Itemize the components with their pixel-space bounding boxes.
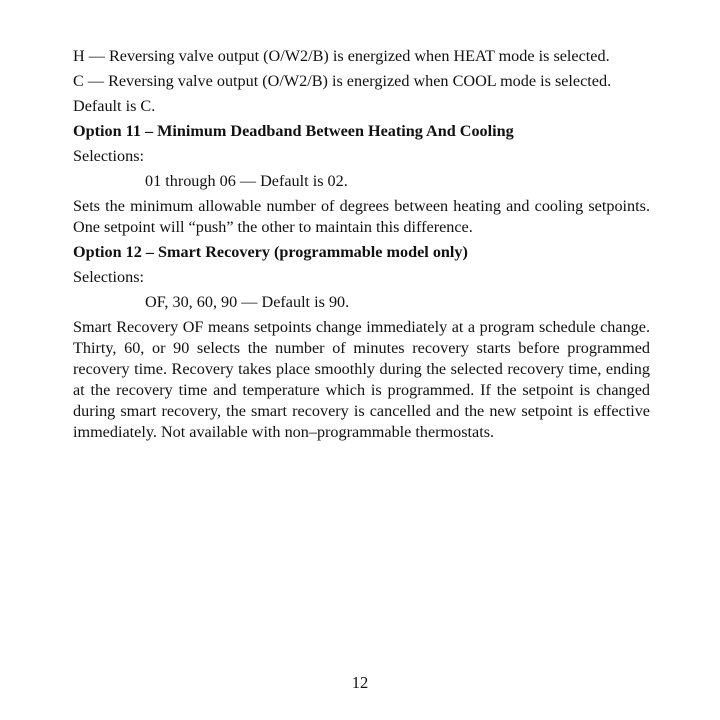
- page-number: 12: [351, 673, 369, 692]
- option-11-description: Sets the minimum allowable number of degrees between heating and cooling setpoints. One setpoint will “push” the other to maintain this difference.: [73, 197, 650, 236]
- option-12-description: Smart Recovery OF means setpoints change immediately at a program schedule change. Thirty, 60, or 90 selects the number of minutes recovery starts before programmed recovery time. Recovery takes place smoothly during the selected recovery time, ending at the recovery time and temperature which is programmed. If the setpoint is changed during smart recovery, the smart recovery is cancelled and the new setpoint is effective immediately. Not available with non–programmable thermostats.: [73, 318, 650, 441]
- reversing-valve-cool-text: C — Reversing valve output (O/W2/B) is energized when COOL mode is selected.: [73, 72, 612, 90]
- document-body: [73, 46, 650, 447]
- default-c-text: Default is C.: [73, 97, 156, 115]
- option-11-heading: Option 11 – Minimum Deadband Between Heating And Cooling: [73, 122, 514, 140]
- option-12-selections-value: OF, 30, 60, 90 — Default is 90.: [145, 293, 350, 311]
- option-12-heading: Option 12 – Smart Recovery (programmable model only): [73, 243, 468, 261]
- option-11-selections-label: Selections:: [73, 147, 145, 165]
- reversing-valve-heat-text: H — Reversing valve output (O/W2/B) is energized when HEAT mode is selected.: [73, 47, 610, 65]
- option-11-selections-value: 01 through 06 — Default is 02.: [145, 172, 348, 190]
- option-12-selections-label: Selections:: [73, 268, 145, 286]
